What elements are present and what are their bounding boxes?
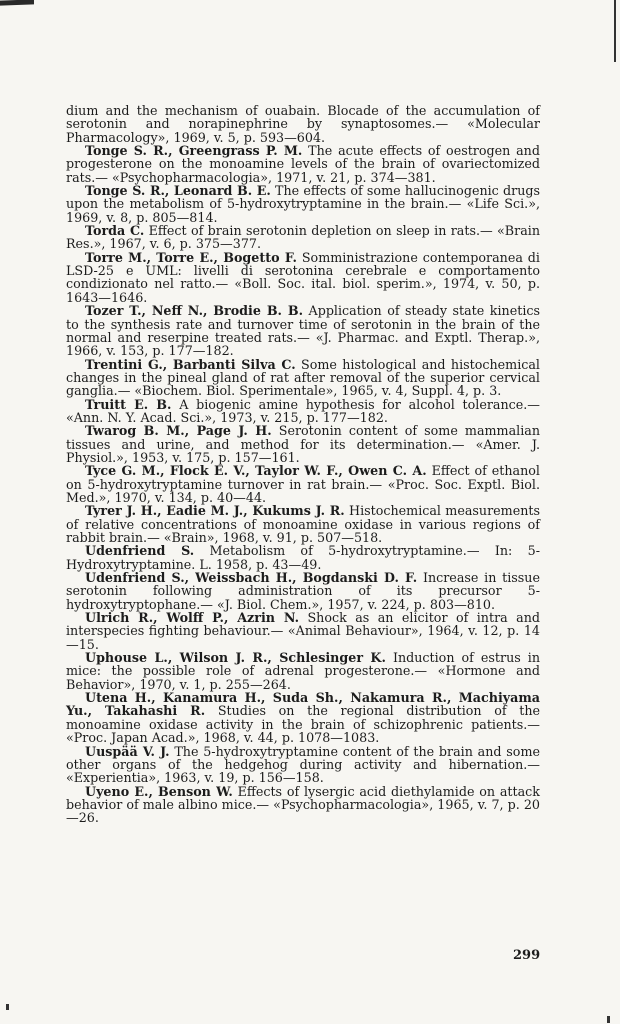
reference-entry xyxy=(66,691,540,744)
reference-authors: Tyrer J. H., Eadie M. J., Kukums J. R. xyxy=(85,503,345,519)
scan-artifact-edge xyxy=(614,0,616,62)
reference-entry xyxy=(66,251,540,304)
reference-text: Effects of lysergic acid diethylamide on attack behavior of male albino mice.— «Psychopharmacologia», 1965, v. 7, p. 20—26. xyxy=(66,783,540,826)
reference-authors: Tozer T., Neff N., Brodie B. B. xyxy=(85,303,304,319)
reference-entry xyxy=(66,424,540,464)
reference-authors: Udenfriend S., Weissbach H., Bogdanski D. F. xyxy=(85,570,418,586)
reference-entry xyxy=(66,785,540,825)
reference-text: Some histological and histochemical changes in the pineal gland of rat after removal of the superior cervical ganglia.— «Biochem. Biol. Sperimentale», 1965, v. 4, Suppl. 4, p. 3. xyxy=(66,356,540,399)
reference-text: Somministrazione contemporanea di LSD-25 e UML: livelli di serotonina cerebrale e comportamento condizionato nel ratto.— «Boll. Soc. ital. biol. sperim.», 1974, v. 50, p. 1643—1646. xyxy=(66,249,540,305)
reference-authors: Torda C. xyxy=(85,223,145,239)
reference-authors: Truitt E. B. xyxy=(85,396,172,412)
reference-entry xyxy=(66,184,540,224)
reference-entry xyxy=(66,144,540,184)
reference-entry xyxy=(66,464,540,504)
page-number: 299 xyxy=(513,948,541,963)
reference-authors: Ulrich R., Wolff P., Azrin N. xyxy=(85,610,300,626)
reference-entry xyxy=(66,571,540,611)
reference-authors: Tonge S. R., Leonard B. E. xyxy=(85,183,271,199)
reference-text: Application of steady state kinetics to the synthesis rate and turnover time of serotonin in the brain of the normal and reserpine treated rats.— «J. Pharmac. and Exptl. Therap.», 1966, v. 153, p. 177—182. xyxy=(66,303,540,359)
reference-entry xyxy=(66,398,540,425)
scan-artifact-top xyxy=(0,0,34,6)
reference-text: Studies on the regional distribution of the monoamine oxidase activity in the brain of schizophrenic patients.— «Proc. Japan Acad.», 1968, v. 44, p. 1078—1083. xyxy=(66,703,540,746)
reference-authors: Tyce G. M., Flock E. V., Taylor W. F., Owen C. A. xyxy=(85,463,427,479)
reference-authors: Utena H., Kanamura H., Suda Sh., Nakamura R., Machiyama Yu., Takahashi R. xyxy=(66,690,540,719)
reference-entry xyxy=(66,358,540,398)
reference-authors: Uphouse L., Wilson J. R., Schlesinger K. xyxy=(85,650,386,666)
reference-text: Effect of ethanol on 5-hydroxytryptamine turnover in rat brain.— «Proc. Soc. Exptl. Biol. Med.», 1970, v. 134, p. 40—44. xyxy=(66,463,540,505)
reference-text: Histochemical measurements of relative concentrations of monoamine oxidase in various regions of rabbit brain.— «Brain», 1968, v. 91, p. 507—518. xyxy=(66,503,540,545)
reference-text: The acute effects of oestrogen and progesterone on the monoamine levels of the brain of ovariectomized rats.— «Psychopharmacologia», 1971, v. 21, p. 374—381. xyxy=(66,143,540,185)
reference-authors: Torre M., Torre E., Bogetto F. xyxy=(85,249,297,265)
reference-authors: Twarog B. M., Page J. H. xyxy=(85,423,272,439)
continuation-text: dium and the mechanism of ouabain. Blocade of the accumulation of serotonin and norapinephrine by synaptosomes.— «Molecular Pharmacology», 1969, v. 5, p. 593—604. xyxy=(66,103,540,145)
reference-text: Induction of estrus in mice: the possible role of adrenal progesterone.— «Hormone and Behavior», 1970, v. 1, p. 255—264. xyxy=(66,650,541,692)
reference-authors: Tonge S. R., Greengrass P. M. xyxy=(85,143,303,159)
reference-text: Metabolism of 5-hydroxytryptamine.— In: 5-Hydroxytryptamine. L. 1958, p. 43—49. xyxy=(66,543,540,572)
scan-artifact-dot xyxy=(6,1004,9,1010)
reference-text: The effects of some hallucinogenic drugs upon the metabolism of 5-hydroxytryptamine in the brain.— «Life Sci.», 1969, v. 8, p. 805—814. xyxy=(66,183,540,225)
reference-text: Shock as an elicitor of intra and interspecies fighting behaviour.— «Animal Behaviour», 1964, v. 12, p. 14—15. xyxy=(66,610,540,652)
reference-entry xyxy=(66,544,540,571)
reference-text: Serotonin content of some mammalian tissues and urine, and method for its determination.— «Amer. J. Physiol.», 1953, v. 175, p. 157—161. xyxy=(66,423,540,465)
reference-text: The 5-hydroxytryptamine content of the brain and some other organs of the hedgehog during activity and hibernation.— «Experientia», 1963, v. 19, p. 156—158. xyxy=(66,743,540,786)
reference-entry xyxy=(66,745,540,785)
reference-entry xyxy=(66,304,540,357)
scan-artifact-dot xyxy=(607,1016,610,1023)
reference-authors: Trentini G., Barbanti Silva C. xyxy=(85,356,296,372)
reference-text: Effect of brain serotonin depletion on sleep in rats.— «Brain Res.», 1967, v. 6, p. 375—377. xyxy=(66,223,540,252)
reference-entry xyxy=(66,504,540,544)
reference-text: A biogenic amine hypothesis for alcohol tolerance.— «Ann. N. Y. Acad. Sci.», 1973, v. 215, p. 177—182. xyxy=(66,396,540,425)
reference-text: Increase in tissue serotonin following administration of its precursor 5-hydroxytryptophane.— «J. Biol. Chem.», 1957, v. 224, p. 803—810. xyxy=(66,570,540,612)
reference-authors: Udenfriend S. xyxy=(85,543,195,559)
reference-entry xyxy=(66,651,540,691)
reference-list xyxy=(66,104,540,825)
reference-authors: Uuspää V. J. xyxy=(85,743,170,759)
reference-entry xyxy=(66,224,540,251)
reference-entry xyxy=(66,611,540,651)
reference-authors: Uyeno E., Benson W. xyxy=(85,783,233,799)
